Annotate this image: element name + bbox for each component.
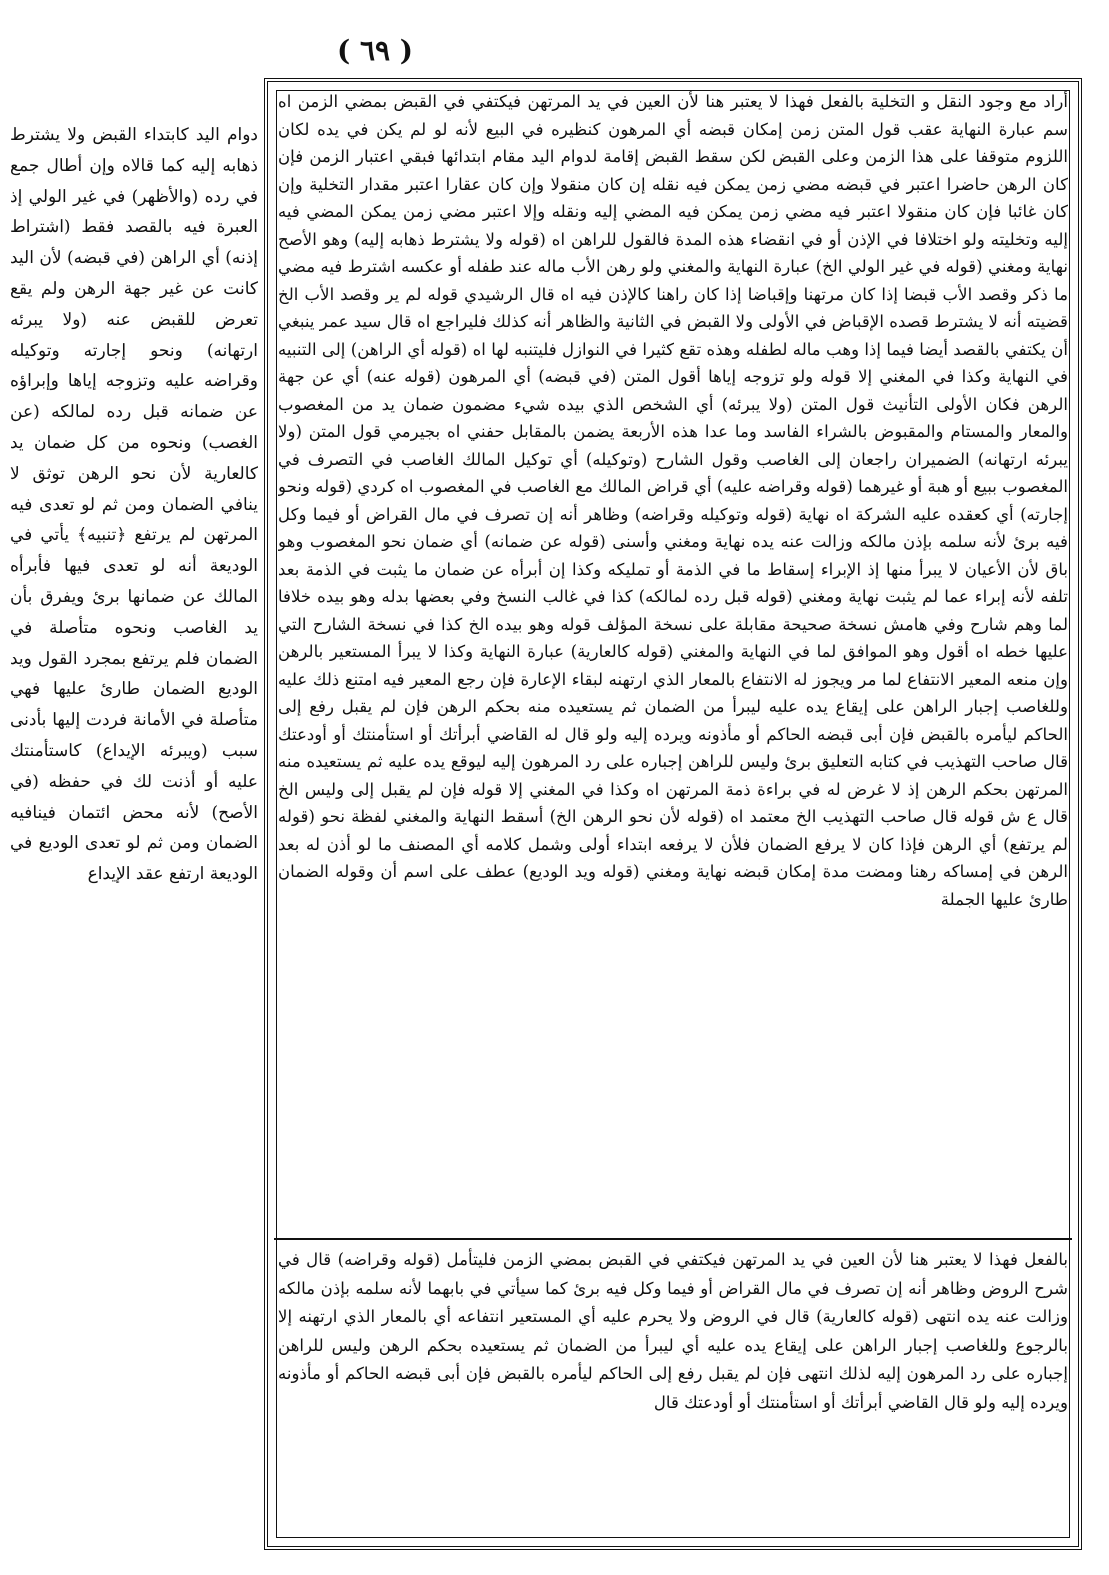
main-commentary-text: أراد مع وجود النقل و التخلية بالفعل فهذا لا يعتبر هنا لأن العين في يد المرتهن فيكتفي في القبض بمضي الزمن اه سم عبارة النهاية عقب قول المتن زمن إمكان قبضه أي المرهون كنظيره في البيع لأنه لو لم يكن في يده لكان اللزوم متوقفا على هذا الزمن وعلى القبض لكن سقط القبض إقامة لدوام اليد مقام ابتدائها فبقي اعتبار الزمن فإن كان الرهن حاضرا اعتبر في قبضه مضي زمن يمكن فيه نقله إن كان منقولا وإن كان عقارا اعتبر مقدار التخلية وإن كان غائبا فإن كان منقولا اعتبر فيه مضي زمن يمكن فيه المضي إليه ونقله وإلا اعتبر مضي زمن يمكن المضي فيه إليه وتخليته ولو اختلافا في الإذن أو في انقضاء هذه المدة فالقول للراهن اه (قوله ولا يشترط ذهابه إليه) وهو الأصح نهاية ومغني (قوله في غير الولي الخ) عبارة النهاية والمغني ولو رهن الأب ماله عند طفله أو عكسه اشترط فيه مضي ما ذكر وقصد الأب قبضا إذا كان مرتهنا وإقباضا إذا كان راهنا كالإذن فيه اه قال الرشيدي قوله لم ير وقصد الأب الخ قضيته أنه لا يشترط قصده الإقباض في الأولى ولا القبض في الثانية والظاهر أنه كذلك فليراجع اه قال سيد عمر ينبغي أن يكتفي بالقصد أيضا فيما إذا وهب ماله لطفله وهذه تقع كثيرا في النوازل فليتنبه لها اه (قوله أي الراهن) إلى التنبيه في النهاية وكذا في المغني إلا قوله ولو تزوجه إياها أقول المتن (في قبضه) أي المرهون (قوله عنه) أي عن جهة الرهن فكان الأولى التأنيث قول المتن (ولا يبرئه) أي الشخص الذي بيده شيء مضمون ضمان يد من المغصوب والمعار والمستام والمقبوض بالشراء الفاسد وما عدا هذه الأربعة يضمن بالمقابل حفني اه بجيرمي قول المتن (ولا يبرئه ارتهانه) الضميران راجعان إلى الغاصب وقول الشارح (وتوكيله) أي توكيل المالك الغاصب في التصرف في المغصوب ببيع أو هبة أو غيرهما (قوله وقراضه عليه) أي قراض المالك مع الغاصب في المغصوب اه كردي (قوله ونحو إجارته) أي كعقده عليه الشركة اه نهاية (قوله وتوكيله وقراضه) وظاهر أنه إن تصرف في مال القراض أو فيما وكل فيه برئ لأنه سلمه بإذن مالكه وزالت عنه يده نهاية ومغني وأسنى (قوله عن ضمانه) أي ضمان نحو المغصوب وهو باق لأن الأعيان لا يبرأ منها إذ الإبراء إسقاط ما في الذمة أو تمليكه وكذا إن أبرأه عن ضمان ما يثبت في الذمة بعد تلفه لأنه إبراء عما لم يثبت نهاية ومغني (قوله قبل رده لمالكه) كذا في غالب النسخ وفي بعضها بدله وهو بيده خلافا لما وهم شارح وفي هامش نسخة صحيحة مقابلة على نسخة المؤلف قوله وهو بيده الخ كذا في نسخة الشارح التي عليها خطه اه أقول وهو الموافق لما في النهاية والمغني (قوله كالعارية) عبارة النهاية وكذا لا يبرأ المستعير بالرهن وإن منعه المعير الانتفاع لما مر ويجوز له الانتفاع بالمعار الذي ارتهنه لبقاء الإعارة فإن رجع المعير فيه امتنع ذلك عليه وللغاصب إجبار الراهن على إيقاع يده عليه ليبرأ من الضمان ثم يستعيده منه بحكم الرهن فإن لم يقبل رفع إلى الحاكم ليأمره بالقبض فإن أبى قبضه الحاكم أو مأذونه ويرده إليه ولو قال له القاضي أبرأتك أو استأمنتك أو أودعتك قال صاحب التهذيب في كتابه التعليق برئ وليس للراهن إجباره على رد المرهون إليه ليوقع يده عليه ثم يستعيده منه المرتهن بحكم الرهن إذ لا غرض له في براءة ذمة المرتهن اه وكذا في المغني إلا قوله فإن لم يقبل إلى وليس الخ قال ع ش قوله قال صاحب التهذيب الخ معتمد اه (قوله لأن نحو الرهن الخ) أسقط النهاية والمغني لفظة نحو (قوله لم يرتفع) أي الرهن فإذا كان لا يرفع الضمان فلأن لا يرفعه ابتداء أولى وشمل كلامه أي المصنف ما لو أذن له بعد الرهن في إمساكه رهنا ومضت مدة إمكان قبضه نهاية ومغني (قوله ويد الوديع) عطف على اسم أن وقوله الضمان طارئ عليها الجملة [278,92,1068,909]
footnote-divider [274,1238,1072,1240]
margin-base-text: دوام اليد كابتداء القبض ولا يشترط ذهابه إليه كما قالاه وإن أطال جمع في رده (والأظهر) في غير الولي إذ العبرة فيه بالقصد فقط (اشتراط إذنه) أي الراهن (في قبضه) لأن اليد كانت عن غير جهة الرهن ولم يقع تعرض للقبض عنه (ولا يبرئه ارتهانه) ونحو إجارته وتوكيله وقراضه عليه وتزوجه إياها وإبراؤه عن ضمانه قبل رده لمالكه (عن الغصب) ونحوه من كل ضمان يد كالعارية لأن نحو الرهن توثق لا ينافي الضمان ومن ثم لو تعدى فيه المرتهن لم يرتفع ﴿تنبيه﴾ يأتي في الوديعة أنه لو تعدى فيها فأبرأه المالك عن ضمانها برئ ويفرق بأن يد الغاصب ونحوه متأصلة في الضمان فلم يرتفع بمجرد القول ويد الوديع الضمان طارئ عليها فهي متأصلة في الأمانة فردت إليها بأدنى سبب (ويبرئه الإيداع) كاستأمنتك عليه أو أذنت لك في حفظه (في الأصح) لأنه محض ائتمان فينافيه الضمان ومن ثم لو تعدى الوديع في الوديعة ارتفع عقد الإيداع [10,125,258,885]
page-number: ( ٦٩ ) [336,34,414,67]
footnote-text: بالفعل فهذا لا يعتبر هنا لأن العين في يد المرتهن فيكتفي في القبض بمضي الزمن فليتأمل (قوله وقراضه) قال في شرح الروض وظاهر أنه إن تصرف في مال القراض أو فيما وكل فيه برئ كما سيأتي في بابهما لأنه سلمه بإذن مالكه وزالت عنه يده انتهى (قوله كالعارية) قال في الروض ولا يحرم عليه أي المستعير انتفاعه أي بالمعار الذي ارتهنه إلا بالرجوع وللغاصب إجبار الراهن على إيقاع يده عليه أي ليبرأ من الضمان ثم يستعيده بحكم الرهن وليس للراهن إجباره على رد المرهون إليه لذلك انتهى فإن لم يقبل رفع إلى الحاكم ليأمره بالقبض فإن أبى قبضه الحاكم أو مأذونه ويرده إليه ولو قال القاضي أبرأتك أو استأمنتك أو أودعتك قال [278,1250,1068,1412]
